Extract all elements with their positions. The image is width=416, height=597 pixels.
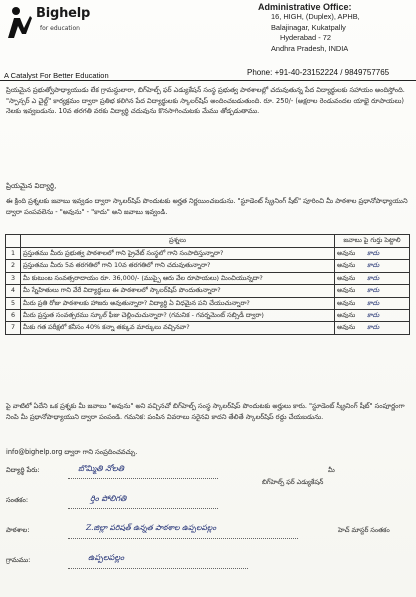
student-name-label: విద్యార్థి పేరు: [6, 466, 40, 474]
row-question: మీకు గత పరీక్షలో కనీసం 40% కన్నా తక్కువ మార్కులు వచ్చినవా? [21, 322, 335, 334]
row-answer [335, 285, 410, 297]
answer-yes[interactable]: అవును [337, 286, 356, 295]
office-phone: Phone: +91-40-23152224 / 9849757765 [247, 68, 390, 77]
student-name-field[interactable]: బొమ్మితి నోలతి [78, 464, 124, 473]
office-address [258, 2, 414, 54]
intro-paragraph: ప్రియమైన ప్రభుత్వోపాధ్యాయుడు లేక గ్రామస్థులారా, బిగ్‌హెల్ప్ ఫర్ ఎడ్యుకేషన్ సంస్థ ప్రభుత్వ పాఠశాలల్లో చదువుతున్న పేద విద్యార్థులకు సహాయం అందిస్తోంది. "స్పాన్సర్ ఎ చైల్డ్" కార్యక్రమం ద్వారా ప్రతిభ కలిగిన పేద విద్యార్థులకు స్కాలర్‌షిప్ అందించబడుతుంది. రూ. 250/- (అక్షరాల రెండువందల యాభై రూపాయలు) నెలకు ఇవ్వబడును. 10వ తరగతి వరకు విద్యార్థి చదువును కొనసాగించుటకు మేము తోడ్పడుతాము. [6, 86, 408, 115]
village-field[interactable]: ఉప్పలపల్లం [88, 553, 125, 562]
row-number: 3 [6, 272, 21, 284]
table-row [6, 260, 410, 272]
contact-email-line: info@bighelp.org ద్వారా గాని సంప్రదించవచ్చు. [6, 448, 138, 456]
village-underline [68, 568, 248, 569]
row-answer [335, 297, 410, 309]
row-number: 7 [6, 322, 21, 334]
row-answer [335, 322, 410, 334]
village-label: గ్రామము: [6, 556, 31, 564]
answer-no-marked[interactable]: కాదు [367, 249, 380, 257]
table-row [6, 310, 410, 322]
row-question: మీ కుటుంబ సంవత్సరాదాయం రూ. 36,000/- (ముప్పై ఆరు వేల రూపాయలు) మించియున్నదా? [21, 272, 335, 284]
office-title: Administrative Office: [258, 2, 352, 12]
answer-no-marked[interactable]: కాదు [367, 311, 380, 320]
table-row [6, 297, 410, 309]
col-answer: జవాబు పై గుర్తు పెట్టాలి [335, 235, 410, 248]
office-line-4: Andhra Pradesh, INDIA [271, 43, 349, 53]
answer-yes[interactable]: అవును [337, 311, 356, 320]
school-field[interactable]: Z.జిల్లా పరిషత్ ఉన్నత పాఠశాల ఉప్పలపల్లం [86, 523, 217, 532]
signature-field[interactable]: ర్తిం పోలిగతి [90, 494, 127, 503]
row-question: ప్రస్తుతము మీరు 5వ తరగతిలో గాని 10వ తరగతిలో గాని చదువుతున్నారా? [21, 260, 335, 272]
col-question: ప్రశ్నలు [21, 235, 335, 248]
table-row [6, 285, 410, 297]
answer-yes[interactable]: అవును [337, 261, 356, 270]
answer-yes[interactable]: అవును [337, 273, 356, 282]
sign-off-org: బిగ్‌హెల్ప్ ఫర్ ఎడ్యుకేషన్ [262, 478, 324, 486]
school-underline [68, 538, 298, 539]
office-line-3: Hyderabad - 72 [280, 33, 331, 43]
row-question: మీ స్నేహితులు గాని వేరే విద్యార్థులు ఈ పాఠశాలలో స్కాలర్‌షిప్ పొందుతున్నారా? [21, 285, 335, 297]
row-number: 2 [6, 260, 21, 272]
answer-no-marked[interactable]: కాదు [367, 323, 380, 332]
row-answer [335, 310, 410, 322]
office-line-2: Balajinagar, Kukatpally [271, 22, 346, 32]
answer-yes[interactable]: అవును [337, 298, 356, 307]
row-answer [335, 248, 410, 260]
row-answer [335, 272, 410, 284]
header-divider [0, 80, 416, 81]
student-name-underline [68, 478, 218, 479]
closing-paragraph: పై వాటిలో ఏదేని ఒక ప్రశ్నకు మీ జవాబు "అవును" అని వచ్చినచో బిగ్‌హెల్ప్ సంస్థ స్కాలర్‌షిప్ పొందుటకు అర్హులు కారు. "స్టూడెంట్ స్క్రీనింగ్ షీట్" సంపూర్ణంగా నింపి మీ ప్రధానోపాధ్యాయుని ద్వారా పంపండి. గమనిక: పంపిన వివరాలు సరైనవి కాదని తేలితే స్కాలర్‌షిప్ రద్దు చేయబడును. [6, 402, 407, 421]
row-number: 6 [6, 310, 21, 322]
row-number: 1 [6, 248, 21, 260]
row-question: మీరు ప్రస్తుత సంవత్సరము స్కూల్ ఫీజు చెల్లించుచున్నారా? (గమనిక - గవర్నమెంట్ సబ్సిడీ ద్వారా) [21, 310, 335, 322]
screening-questions-table [5, 234, 410, 335]
table-row [6, 272, 410, 284]
answer-no-marked[interactable]: కాదు [367, 273, 380, 282]
signature-underline [68, 508, 218, 509]
tagline: A Catalyst For Better Education [4, 71, 109, 80]
row-number: 5 [6, 297, 21, 309]
office-line-1: 16, HIGH, (Duplex), APHB, [271, 12, 360, 22]
row-number: 4 [6, 285, 21, 297]
answer-no-marked[interactable]: కాదు [367, 298, 380, 307]
row-answer [335, 260, 410, 272]
answer-yes[interactable]: అవును [337, 249, 356, 257]
instructions-paragraph: ఈ క్రింది ప్రశ్నలకు జవాబు ఇవ్వడం ద్వారా స్కాలర్‌షిప్ పొందుటకు అర్హత నిర్ణయించబడును. "స్టూడెంట్ స్క్రీనింగ్ షీట్" పూరించి మీ పాఠశాల ప్రధానోపాధ్యాయుని ద్వారా పంపవలెను - "అవును" - "కాదు" అని జవాబు ఇవ్వండి. [6, 197, 410, 216]
student-salutation: ప్రియమైన విద్యార్థి, [6, 182, 57, 190]
answer-no-marked[interactable]: కాదు [367, 286, 380, 295]
answer-no-marked[interactable]: కాదు [367, 261, 380, 270]
row-question: ప్రస్తుతము మీరు ప్రభుత్వ పాఠశాలలో గాని ప్రైవేట్ సంస్థలో గాని సంపాదిస్తున్నారా? [21, 248, 335, 260]
brand-name: Bighelp [36, 6, 91, 21]
row-question: మీరు ప్రతి రోజు పాఠశాలకు హాజరు అవుతున్నారా? విద్యార్థి ఏ విధమైన పని చేయుచున్నారా? [21, 297, 335, 309]
headmaster-signature-label: హెచ్ మాస్టర్ సంతకం [338, 526, 390, 534]
answer-yes[interactable]: అవును [337, 323, 356, 332]
col-number [6, 235, 21, 248]
bighelp-logo-icon [4, 4, 34, 40]
table-header-row [6, 235, 410, 248]
sign-off-prefix: మీ [328, 466, 335, 474]
table-row [6, 322, 410, 334]
table-row [6, 248, 410, 260]
school-label: పాఠశాల: [6, 526, 30, 534]
brand-subtitle: for education [40, 25, 80, 32]
signature-label: సంతకం: [6, 496, 29, 504]
